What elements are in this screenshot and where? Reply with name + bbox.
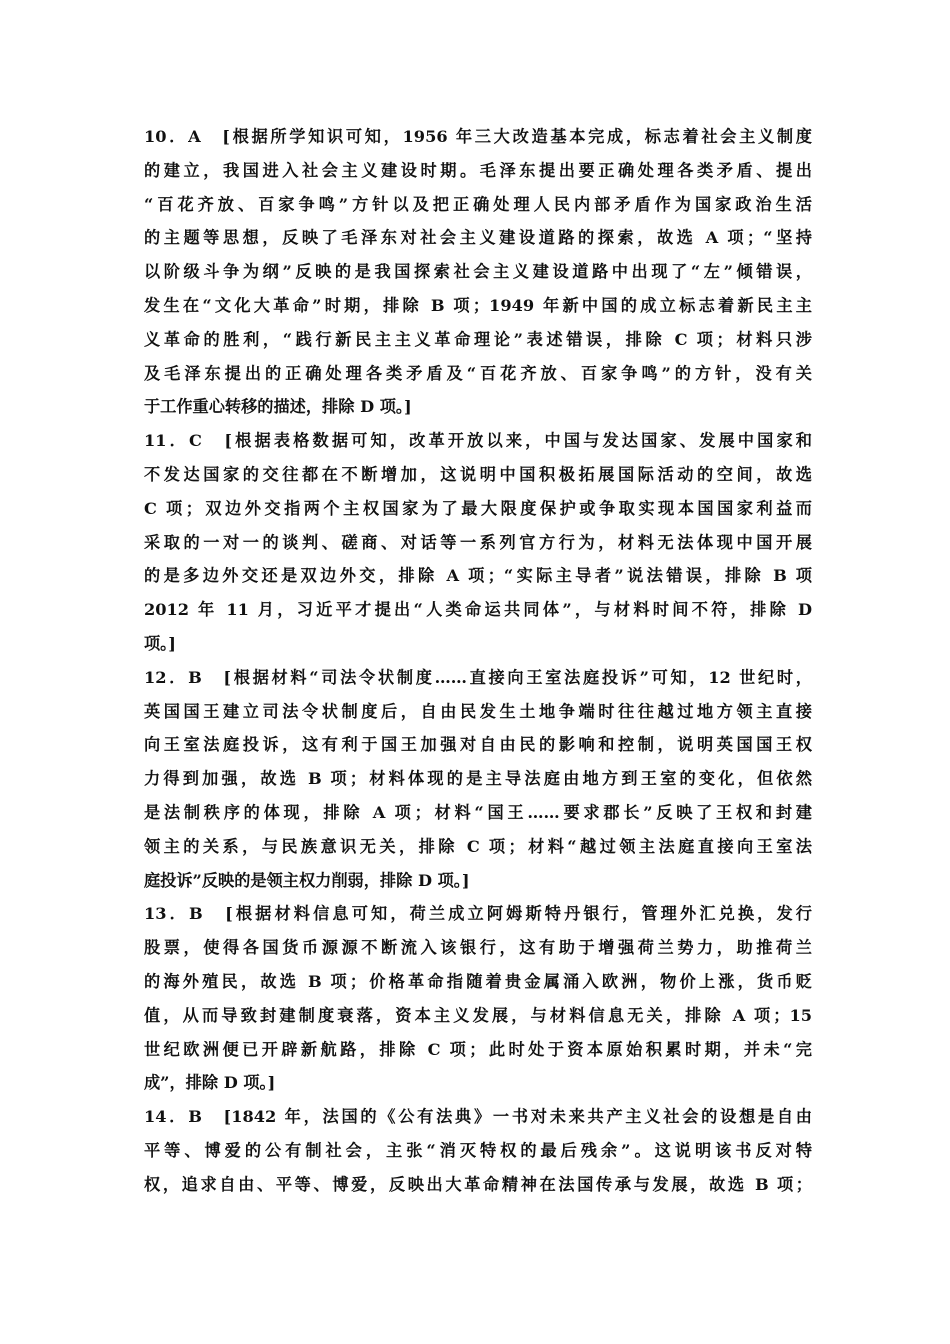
answer-13-line: 值，从而导致封建制度衰落，资本主义发展，与材料信息无关，排除 A 项；15 [144,1005,812,1025]
answer-13 [144,897,812,1100]
answer-10-line: 发生在“文化大革命”时期，排除 B 项；1949 年新中国的成立标志着新民主主 [144,295,812,315]
answer-page [144,120,812,1202]
answer-13-line: 的海外殖民，故选 B 项；价格革命指随着贵金属涌入欧洲，物价上涨，货币贬 [144,971,812,991]
answer-11-line: 的是多边外交还是双边外交，排除 A 项；“实际主导者”说法错误，排除 B 项 [144,566,812,586]
answer-14-line: 平等、博爱的公有制社会，主张“消灭特权的最后残余”。这说明该书反对特 [144,1140,812,1160]
answer-11-line: 2012 年 11 月，习近平才提出“人类命运共同体”，与材料时间不符，排除 D [144,600,812,620]
answer-13-line: 成”，排除 D 项。] [144,1073,276,1093]
answer-13-line: 股票，使得各国货币源源不断流入该银行，这有助于增强荷兰势力，助推荷兰 [144,938,812,958]
answer-12-line: 力得到加强，故选 B 项；材料体现的是主导法庭由地方到王室的变化，但依然 [144,769,812,789]
answer-12-line: 领主的关系，与民族意识无关，排除 C 项；材料“越过领主法庭直接向王室法 [144,836,812,856]
answer-12 [144,661,812,898]
answer-11-line: 11．C [根据表格数据可知，改革开放以来，中国与发达国家、发展中国家和 [144,431,812,451]
answer-10 [144,120,812,424]
answer-12-line: 12．B [根据材料“司法令状制度……直接向王室法庭投诉”可知，12 世纪时， [144,667,812,687]
answer-11-line: 不发达国家的交往都在不断增加，这说明中国积极拓展国际活动的空间，故选 [144,464,812,484]
answer-10-line: 以阶级斗争为纲”反映的是我国探索社会主义建设道路中出现了“左”倾错误， [144,262,812,282]
answer-14-line: 14．B [1842 年，法国的《公有法典》一书对未来共产主义社会的设想是自由 [144,1107,812,1127]
answer-11 [144,424,812,661]
answer-11-line: 项。] [144,633,176,653]
answer-12-line: 向王室法庭投诉，这有利于国王加强对自由民的影响和控制，说明英国国王权 [144,735,812,755]
answer-13-line: 世纪欧洲便已开辟新航路，排除 C 项；此时处于资本原始积累时期，并未“完 [144,1039,812,1059]
answer-13-line: 13．B [根据材料信息可知，荷兰成立阿姆斯特丹银行，管理外汇兑换，发行 [144,904,812,924]
answer-11-line: 采取的一对一的谈判、磋商、对话等一系列官方行为，材料无法体现中国开展 [144,532,812,552]
answer-14-line: 权，追求自由、平等、博爱，反映出大革命精神在法国传承与发展，故选 B 项； [144,1174,812,1194]
answer-11-line: C 项；双边外交指两个主权国家为了最大限度保护或争取实现本国国家利益而 [144,498,812,518]
answer-10-line: “百花齐放、百家争鸣”方针以及把正确处理人民内部矛盾作为国家政治生活 [144,194,812,214]
answer-14 [144,1100,812,1201]
answer-10-line: 于工作重心转移的描述，排除 D 项。] [144,397,412,417]
answer-10-line: 10．A [根据所学知识可知，1956 年三大改造基本完成，标志着社会主义制度 [144,127,812,146]
answer-10-line: 的建立，我国进入社会主义建设时期。毛泽东提出要正确处理各类矛盾、提出 [144,160,812,180]
answer-12-line: 庭投诉”反映的是领主权力削弱，排除 D 项。] [144,870,470,890]
answer-12-line: 是法制秩序的体现，排除 A 项；材料“国王……要求郡长”反映了王权和封建 [144,802,812,822]
answer-10-line: 及毛泽东提出的正确处理各类矛盾及“百花齐放、百家争鸣”的方针，没有关 [144,363,812,383]
answer-12-line: 英国国王建立司法令状制度后，自由民发生土地争端时往往越过地方领主直接 [144,701,812,721]
answer-10-line: 义革命的胜利，“践行新民主主义革命理论”表述错误，排除 C 项；材料只涉 [144,329,812,349]
answer-10-line: 的主题等思想，反映了毛泽东对社会主义建设道路的探索，故选 A 项；“坚持 [144,228,812,248]
